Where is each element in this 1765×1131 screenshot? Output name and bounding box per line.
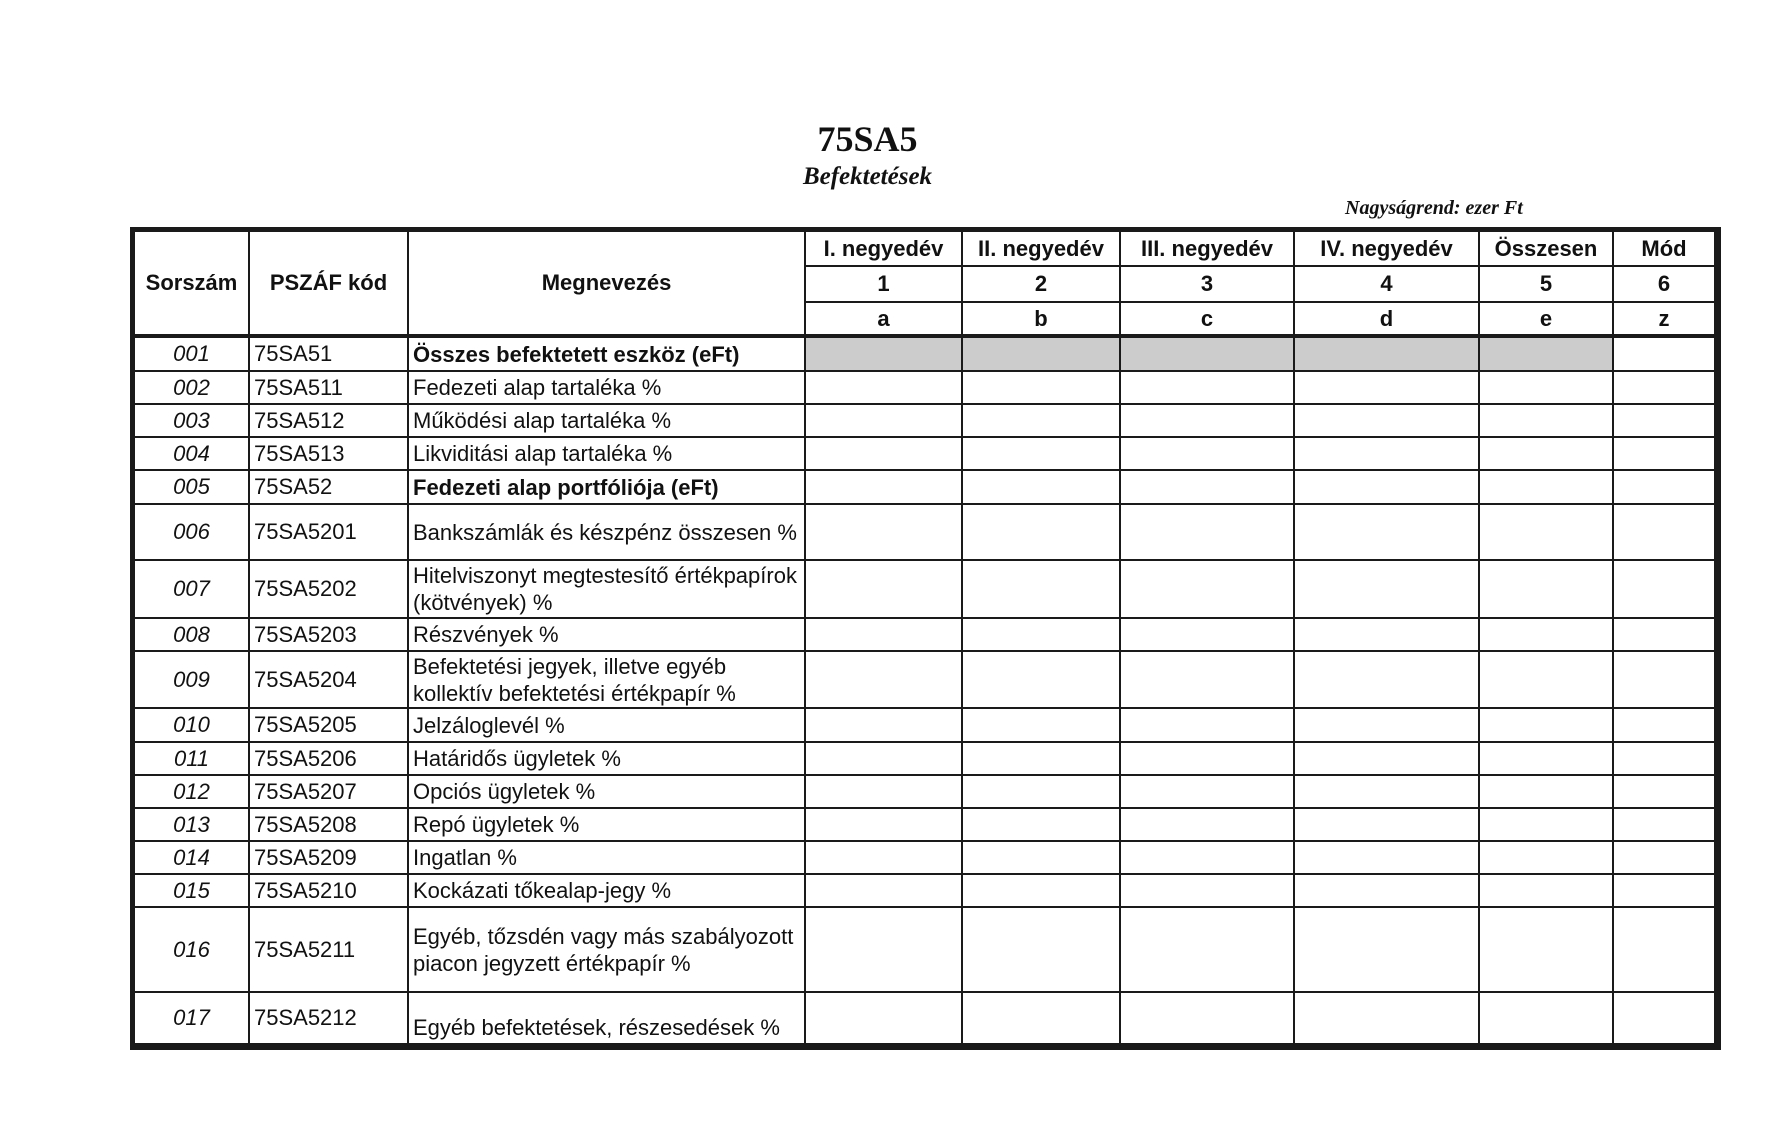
row-code: 75SA5204	[250, 652, 409, 709]
row-code: 75SA5201	[250, 505, 409, 561]
row-name: Jelzáloglevél %	[409, 709, 806, 743]
data-cell[interactable]	[1121, 993, 1295, 1045]
row-number: 011	[135, 743, 250, 776]
data-cell[interactable]	[806, 405, 963, 438]
document-title: 75SA5	[817, 119, 918, 159]
row-number: 014	[135, 842, 250, 875]
data-cell[interactable]	[1614, 709, 1716, 743]
data-cell[interactable]	[1614, 743, 1716, 776]
row-code: 75SA5205	[250, 709, 409, 743]
column-header-letter: c	[1121, 303, 1295, 338]
data-cell[interactable]	[963, 372, 1121, 405]
data-cell[interactable]	[963, 561, 1121, 619]
data-cell[interactable]	[1614, 561, 1716, 619]
data-cell[interactable]	[1121, 776, 1295, 809]
data-cell[interactable]	[1480, 338, 1614, 372]
data-cell[interactable]	[963, 438, 1121, 471]
data-cell[interactable]	[1614, 776, 1716, 809]
data-cell[interactable]	[806, 842, 963, 875]
data-cell[interactable]	[1295, 842, 1480, 875]
document-subtitle: Befektetések	[802, 163, 933, 190]
row-code: 75SA5211	[250, 908, 409, 993]
data-cell[interactable]	[1295, 405, 1480, 438]
data-cell[interactable]	[1614, 875, 1716, 908]
header-pszaf-kod: PSZÁF kód	[250, 232, 409, 338]
column-header-number: 3	[1121, 267, 1295, 303]
row-code: 75SA5208	[250, 809, 409, 842]
data-cell[interactable]	[1614, 619, 1716, 652]
data-cell[interactable]	[1614, 505, 1716, 561]
row-code: 75SA52	[250, 471, 409, 505]
row-number: 015	[135, 875, 250, 908]
row-number: 003	[135, 405, 250, 438]
row-name: Likviditási alap tartaléka %	[409, 438, 806, 471]
data-cell[interactable]	[963, 405, 1121, 438]
row-code: 75SA5203	[250, 619, 409, 652]
data-cell[interactable]	[806, 809, 963, 842]
row-number: 017	[135, 993, 250, 1045]
column-header-label: Összesen	[1480, 232, 1614, 267]
data-cell[interactable]	[1480, 842, 1614, 875]
row-name: Egyéb, tőzsdén vagy más szabályozott piacon jegyzett értékpapír %	[409, 908, 806, 993]
data-cell[interactable]	[806, 709, 963, 743]
data-cell[interactable]	[1614, 842, 1716, 875]
data-cell[interactable]	[1480, 908, 1614, 993]
row-code: 75SA5209	[250, 842, 409, 875]
data-cell[interactable]	[1295, 993, 1480, 1045]
column-header-letter: a	[806, 303, 963, 338]
row-number: 002	[135, 372, 250, 405]
row-name: Határidős ügyletek %	[409, 743, 806, 776]
data-cell[interactable]	[963, 619, 1121, 652]
data-cell[interactable]	[963, 809, 1121, 842]
column-header-number: 1	[806, 267, 963, 303]
data-cell[interactable]	[1480, 652, 1614, 709]
data-cell[interactable]	[806, 652, 963, 709]
data-cell[interactable]	[1121, 338, 1295, 372]
row-name: Részvények %	[409, 619, 806, 652]
row-code: 75SA5212	[250, 993, 409, 1045]
row-name: Egyéb befektetések, részesedések %	[409, 993, 806, 1045]
data-cell[interactable]	[1614, 372, 1716, 405]
data-cell[interactable]	[1614, 338, 1716, 372]
data-cell[interactable]	[1480, 709, 1614, 743]
data-cell[interactable]	[806, 471, 963, 505]
data-cell[interactable]	[1295, 875, 1480, 908]
data-cell[interactable]	[963, 471, 1121, 505]
data-cell[interactable]	[1295, 338, 1480, 372]
data-cell[interactable]	[963, 709, 1121, 743]
column-header-number: 6	[1614, 267, 1716, 303]
data-cell[interactable]	[1614, 908, 1716, 993]
data-cell[interactable]	[963, 338, 1121, 372]
data-cell[interactable]	[1121, 908, 1295, 993]
data-cell[interactable]	[1614, 405, 1716, 438]
row-code: 75SA5202	[250, 561, 409, 619]
row-number: 006	[135, 505, 250, 561]
row-number: 010	[135, 709, 250, 743]
data-cell[interactable]	[1295, 743, 1480, 776]
row-name: Fedezeti alap tartaléka %	[409, 372, 806, 405]
row-code: 75SA511	[250, 372, 409, 405]
column-header-label: Mód	[1614, 232, 1716, 267]
row-code: 75SA512	[250, 405, 409, 438]
data-cell[interactable]	[1295, 709, 1480, 743]
data-cell[interactable]	[1480, 619, 1614, 652]
data-cell[interactable]	[806, 438, 963, 471]
row-number: 001	[135, 338, 250, 372]
data-cell[interactable]	[1121, 709, 1295, 743]
column-header-number: 2	[963, 267, 1121, 303]
row-name: Működési alap tartaléka %	[409, 405, 806, 438]
data-cell[interactable]	[1614, 652, 1716, 709]
column-header-label: III. negyedév	[1121, 232, 1295, 267]
data-cell[interactable]	[1614, 471, 1716, 505]
data-cell[interactable]	[806, 338, 963, 372]
row-number: 004	[135, 438, 250, 471]
header-megnevezes: Megnevezés	[409, 232, 806, 338]
data-cell[interactable]	[1480, 438, 1614, 471]
column-header-number: 5	[1480, 267, 1614, 303]
data-cell[interactable]	[1480, 809, 1614, 842]
data-cell[interactable]	[1480, 776, 1614, 809]
data-cell[interactable]	[1295, 471, 1480, 505]
data-cell[interactable]	[1480, 405, 1614, 438]
row-code: 75SA5210	[250, 875, 409, 908]
column-header-letter: z	[1614, 303, 1716, 338]
data-cell[interactable]	[1295, 438, 1480, 471]
column-header-letter: e	[1480, 303, 1614, 338]
data-cell[interactable]	[963, 842, 1121, 875]
data-cell[interactable]	[1121, 438, 1295, 471]
data-cell[interactable]	[1480, 875, 1614, 908]
data-cell[interactable]	[806, 776, 963, 809]
data-cell[interactable]	[1295, 652, 1480, 709]
data-cell[interactable]	[1121, 743, 1295, 776]
data-cell[interactable]	[1614, 438, 1716, 471]
row-name: Befektetési jegyek, illetve egyéb kollektív befektetési értékpapír %	[409, 652, 806, 709]
row-number: 009	[135, 652, 250, 709]
data-cell[interactable]	[806, 561, 963, 619]
row-name: Bankszámlák és készpénz összesen %	[409, 505, 806, 561]
data-cell[interactable]	[963, 993, 1121, 1045]
column-header-label: II. negyedév	[963, 232, 1121, 267]
data-cell[interactable]	[1614, 993, 1716, 1045]
data-cell[interactable]	[1121, 405, 1295, 438]
data-cell[interactable]	[806, 993, 963, 1045]
data-cell[interactable]	[806, 505, 963, 561]
data-cell[interactable]	[1121, 471, 1295, 505]
row-code: 75SA5207	[250, 776, 409, 809]
row-code: 75SA513	[250, 438, 409, 471]
row-name: Repó ügyletek %	[409, 809, 806, 842]
column-header-label: I. negyedév	[806, 232, 963, 267]
column-header-letter: d	[1295, 303, 1480, 338]
row-code: 75SA5206	[250, 743, 409, 776]
data-cell[interactable]	[806, 908, 963, 993]
row-number: 016	[135, 908, 250, 993]
data-cell[interactable]	[806, 372, 963, 405]
data-cell[interactable]	[1480, 743, 1614, 776]
row-number: 005	[135, 471, 250, 505]
data-cell[interactable]	[963, 875, 1121, 908]
data-cell[interactable]	[1121, 652, 1295, 709]
data-cell[interactable]	[806, 743, 963, 776]
data-cell[interactable]	[1121, 505, 1295, 561]
data-cell[interactable]	[806, 875, 963, 908]
data-cell[interactable]	[963, 652, 1121, 709]
row-name: Opciós ügyletek %	[409, 776, 806, 809]
row-name: Fedezeti alap portfóliója (eFt)	[409, 471, 806, 505]
data-cell[interactable]	[1614, 809, 1716, 842]
row-number: 008	[135, 619, 250, 652]
data-cell[interactable]	[1480, 505, 1614, 561]
data-cell[interactable]	[963, 776, 1121, 809]
data-cell[interactable]	[1121, 561, 1295, 619]
row-name: Kockázati tőkealap-jegy %	[409, 875, 806, 908]
data-cell[interactable]	[1121, 875, 1295, 908]
data-cell[interactable]	[1295, 619, 1480, 652]
data-cell[interactable]	[1121, 809, 1295, 842]
data-cell[interactable]	[1295, 505, 1480, 561]
row-code: 75SA51	[250, 338, 409, 372]
header-sorszam: Sorszám	[135, 232, 250, 338]
data-cell[interactable]	[1295, 776, 1480, 809]
row-name: Hitelviszonyt megtestesítő értékpapírok (kötvények) %	[409, 561, 806, 619]
data-cell[interactable]	[963, 505, 1121, 561]
row-number: 013	[135, 809, 250, 842]
data-cell[interactable]	[1295, 809, 1480, 842]
data-cell[interactable]	[1480, 471, 1614, 505]
data-cell[interactable]	[1295, 561, 1480, 619]
row-number: 007	[135, 561, 250, 619]
data-cell[interactable]	[1295, 908, 1480, 993]
data-cell[interactable]	[1121, 372, 1295, 405]
data-cell[interactable]	[963, 743, 1121, 776]
row-name: Ingatlan %	[409, 842, 806, 875]
data-cell[interactable]	[1480, 993, 1614, 1045]
unit-note: Nagyságrend: ezer Ft	[1345, 197, 1523, 219]
column-header-number: 4	[1295, 267, 1480, 303]
data-cell[interactable]	[1480, 561, 1614, 619]
row-number: 012	[135, 776, 250, 809]
column-header-letter: b	[963, 303, 1121, 338]
data-cell[interactable]	[963, 908, 1121, 993]
data-cell[interactable]	[1121, 619, 1295, 652]
data-cell[interactable]	[1121, 842, 1295, 875]
column-header-label: IV. negyedév	[1295, 232, 1480, 267]
data-cell[interactable]	[806, 619, 963, 652]
row-name: Összes befektetett eszköz (eFt)	[409, 338, 806, 372]
data-cell[interactable]	[1295, 372, 1480, 405]
data-cell[interactable]	[1480, 372, 1614, 405]
